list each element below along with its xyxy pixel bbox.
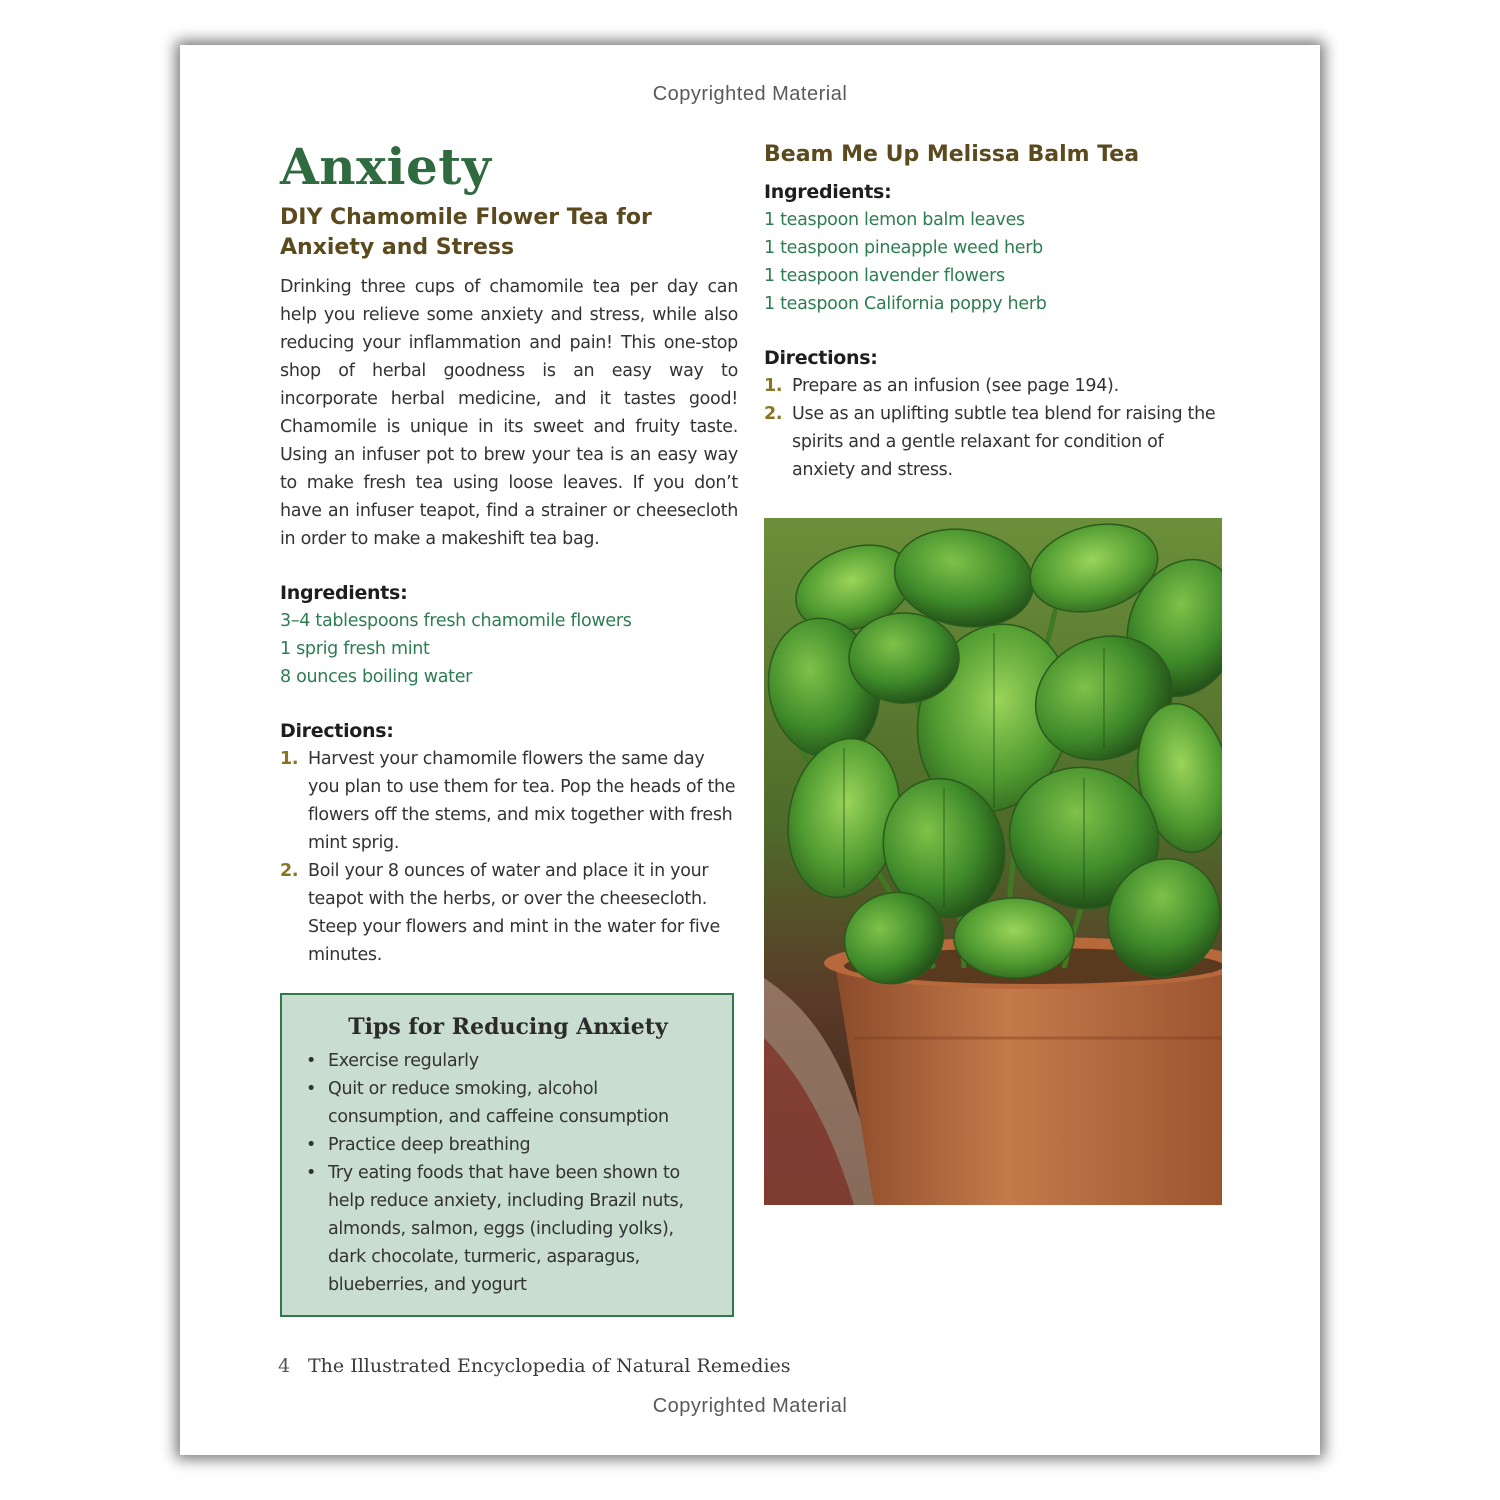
step-number: 1. — [764, 376, 783, 396]
ingredient-item: 8 ounces boiling water — [280, 667, 473, 687]
ingredient-item: 1 teaspoon lavender flowers — [764, 266, 1005, 286]
direction-step — [764, 372, 1224, 400]
melissa-directions-heading: Directions: — [764, 347, 878, 369]
chamomile-intro: Drinking three cups of chamomile tea per day can help you relieve some anxiety and stress, while also reducing your inflammation and pain! This one-stop shop of herbal goodness is an easy way to incorporate herbal medicine, and it tastes good! Chamomile is unique in its sweet and fruity taste. Using an infuser pot to brew your tea is an easy way to make fresh tea using loose leaves. If you don’t have an infuser teapot, find a strainer or cheesecloth in order to make a makeshift tea bag. — [280, 277, 738, 549]
step-number: 1. — [280, 749, 299, 769]
chamomile-directions-list — [280, 745, 738, 969]
lemon-balm-photo — [764, 518, 1222, 1205]
left-column — [280, 135, 738, 969]
direction-step — [280, 745, 738, 857]
melissa-ingredients-list — [764, 206, 1224, 318]
bullet-icon: • — [306, 1051, 317, 1071]
step-text: Boil your 8 ounces of water and place it in your teapot with the herbs, or over the cheesecloth. Steep your flowers and mint in the water for five minutes. — [308, 861, 720, 965]
ingredient-item: 1 teaspoon lemon balm leaves — [764, 210, 1025, 230]
tip-item: • Try eating foods that have been shown to help reduce anxiety, including Brazil nuts, almonds, salmon, eggs (including yolks), dark chocolate, turmeric, asparagus, blueberries, and yogurt — [304, 1159, 712, 1299]
ingredient-item: 1 sprig fresh mint — [280, 639, 430, 659]
lemon-balm-plant-illustration — [764, 518, 1222, 1205]
bullet-icon: • — [306, 1163, 317, 1183]
step-text: Use as an uplifting subtle tea blend for raising the spirits and a gentle relaxant for condition of anxiety and stress. — [792, 404, 1216, 480]
header-copyright: Copyrighted Material — [652, 83, 848, 105]
melissa-recipe-title: Beam Me Up Melissa Balm Tea — [764, 142, 1140, 167]
melissa-ingredients-heading: Ingredients: — [764, 181, 892, 203]
right-column — [764, 140, 1224, 484]
page-footer — [278, 1355, 791, 1377]
tips-title: Tips for Reducing Anxiety — [348, 1014, 668, 1040]
ingredient-item: 1 teaspoon California poppy herb — [764, 294, 1047, 314]
chamomile-ingredients-heading: Ingredients: — [280, 582, 408, 604]
tip-item: • Quit or reduce smoking, alcohol consumption, and caffeine consumption — [304, 1075, 712, 1131]
melissa-directions-list — [764, 372, 1224, 484]
book-page — [180, 45, 1320, 1455]
tips-list — [304, 1047, 712, 1299]
step-number: 2. — [280, 861, 299, 881]
step-number: 2. — [764, 404, 783, 424]
ingredient-item: 3–4 tablespoons fresh chamomile flowers — [280, 611, 632, 631]
chamomile-recipe-title: DIY Chamomile Flower Tea for Anxiety and Stress — [280, 205, 652, 260]
direction-step — [280, 857, 738, 969]
step-text: Prepare as an infusion (see page 194). — [792, 376, 1119, 396]
chamomile-ingredients-list — [280, 607, 738, 691]
chamomile-directions-heading: Directions: — [280, 720, 394, 742]
ingredient-item: 1 teaspoon pineapple weed herb — [764, 238, 1043, 258]
footer-copyright: Copyrighted Material — [652, 1395, 848, 1417]
bullet-icon: • — [306, 1135, 317, 1155]
chapter-title: Anxiety — [280, 137, 492, 196]
tip-item: • Exercise regularly — [304, 1047, 712, 1075]
page-number: 4 — [278, 1355, 291, 1377]
direction-step — [764, 400, 1224, 484]
step-text: Harvest your chamomile flowers the same day you plan to use them for tea. Pop the heads of the flowers off the stems, and mix together with fresh mint sprig. — [308, 749, 736, 853]
tip-item: • Practice deep breathing — [304, 1131, 712, 1159]
tips-box — [280, 993, 734, 1317]
book-title: The Illustrated Encyclopedia of Natural Remedies — [308, 1355, 791, 1377]
bullet-icon: • — [306, 1079, 317, 1099]
